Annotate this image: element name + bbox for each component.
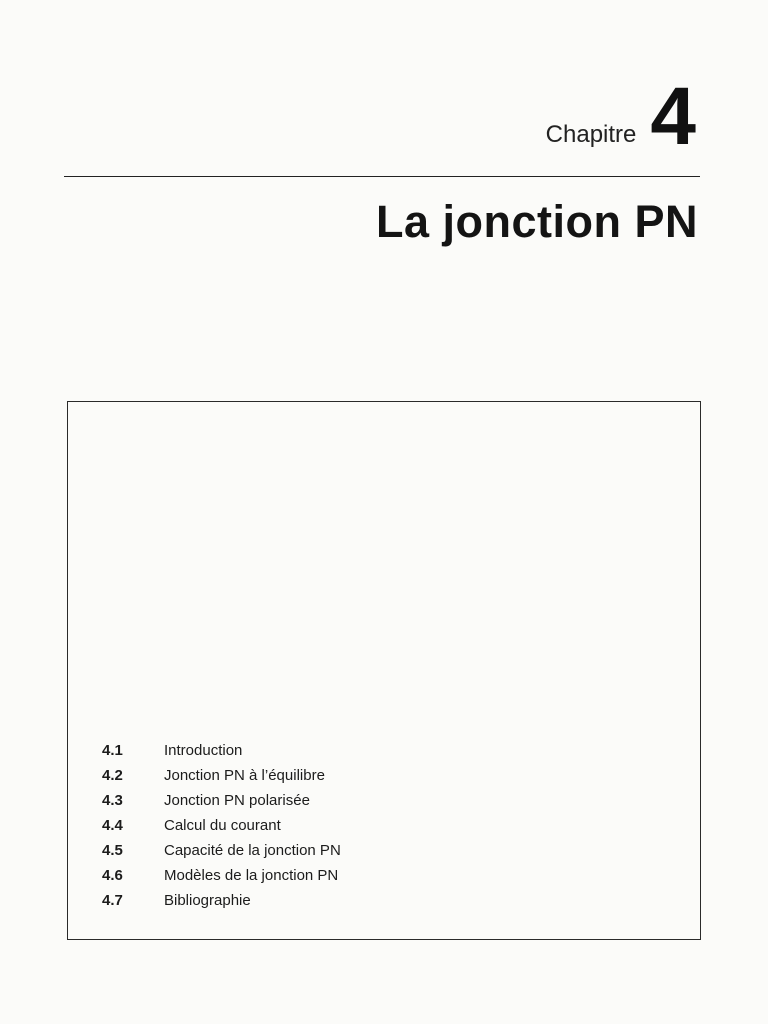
toc-item-number: 4.2 <box>102 767 123 784</box>
toc-item-number: 4.3 <box>102 792 123 809</box>
toc-item-number: 4.7 <box>102 892 123 909</box>
toc-item <box>102 838 341 863</box>
chapter-heading <box>545 71 696 162</box>
chapter-title: La jonction PN <box>376 196 698 247</box>
toc-item-label: Introduction <box>164 742 243 759</box>
heading-divider <box>64 176 700 177</box>
toc-item <box>102 813 341 838</box>
toc-item <box>102 888 341 913</box>
chapter-contents-list <box>102 738 341 913</box>
toc-item-label: Jonction PN à l’équilibre <box>164 767 325 784</box>
toc-item-number: 4.1 <box>102 742 123 759</box>
toc-item-number: 4.6 <box>102 867 123 884</box>
toc-item-label: Jonction PN polarisée <box>164 792 310 809</box>
toc-item-label: Capacité de la jonction PN <box>164 842 341 859</box>
toc-item <box>102 863 341 888</box>
toc-item <box>102 763 341 788</box>
chapter-contents-box <box>67 401 701 940</box>
chapter-number: 4 <box>650 71 696 162</box>
toc-item-label: Calcul du courant <box>164 817 281 834</box>
toc-item-number: 4.5 <box>102 842 123 859</box>
toc-item-label: Bibliographie <box>164 892 251 909</box>
chapter-word: Chapitre <box>545 121 637 148</box>
toc-item <box>102 788 341 813</box>
toc-item <box>102 738 341 763</box>
toc-item-number: 4.4 <box>102 817 123 834</box>
toc-item-label: Modèles de la jonction PN <box>164 867 339 884</box>
